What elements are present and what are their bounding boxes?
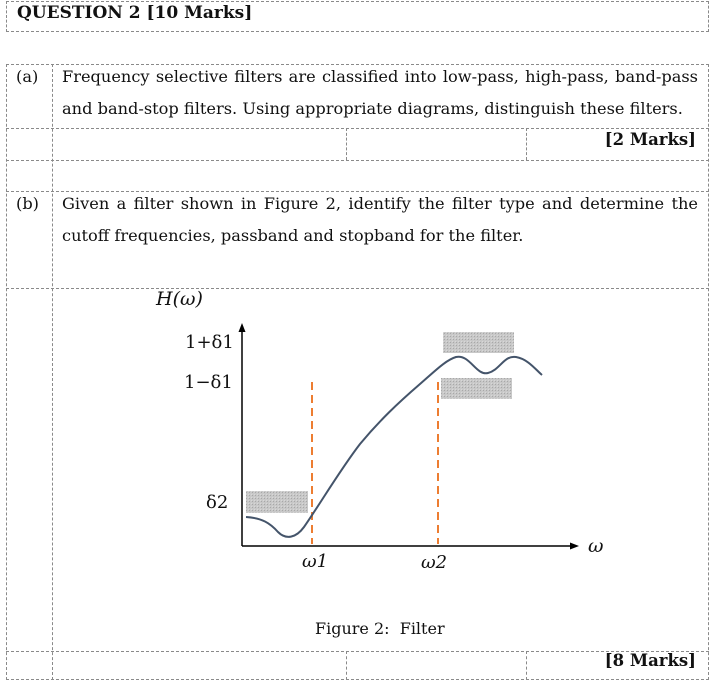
y-tick-low: δ2 xyxy=(206,492,229,513)
x-axis-arrow xyxy=(570,543,579,550)
y-axis-arrow xyxy=(239,323,246,332)
part-b-label: (b) xyxy=(16,194,39,213)
part-a-line1: Frequency selective filters are classified into low-pass, high-pass, band-pass xyxy=(62,67,698,86)
y-tick-top: 1+δ1 xyxy=(185,332,234,353)
x-axis-label: ω xyxy=(588,535,604,557)
y-axis-label-text: H(ω) xyxy=(156,288,203,310)
passband-upper-tolerance-box xyxy=(443,332,514,353)
part-b-marks: [8 Marks] xyxy=(604,651,696,670)
part-b-line1: Given a filter shown in Figure 2, identify the filter type and determine the xyxy=(62,194,698,213)
part-a-label: (a) xyxy=(16,67,39,86)
figure-caption: Figure 2: Filter xyxy=(315,619,445,638)
part-a-marks: [2 Marks] xyxy=(604,130,696,149)
x-tick-w2: ω2 xyxy=(421,552,448,573)
part-a-line2: and band-stop filters. Using appropriate diagrams, distinguish these filters. xyxy=(62,99,683,118)
stopband-tolerance-box xyxy=(246,491,308,513)
passband-lower-tolerance-box xyxy=(441,378,512,399)
question-header: QUESTION 2 [10 Marks] xyxy=(17,3,253,23)
x-tick-w1: ω1 xyxy=(302,551,329,572)
y-tick-mid: 1−δ1 xyxy=(184,372,233,393)
part-b-line2: cutoff frequencies, passband and stopband for the filter. xyxy=(62,226,524,245)
y-axis-label xyxy=(156,288,203,310)
